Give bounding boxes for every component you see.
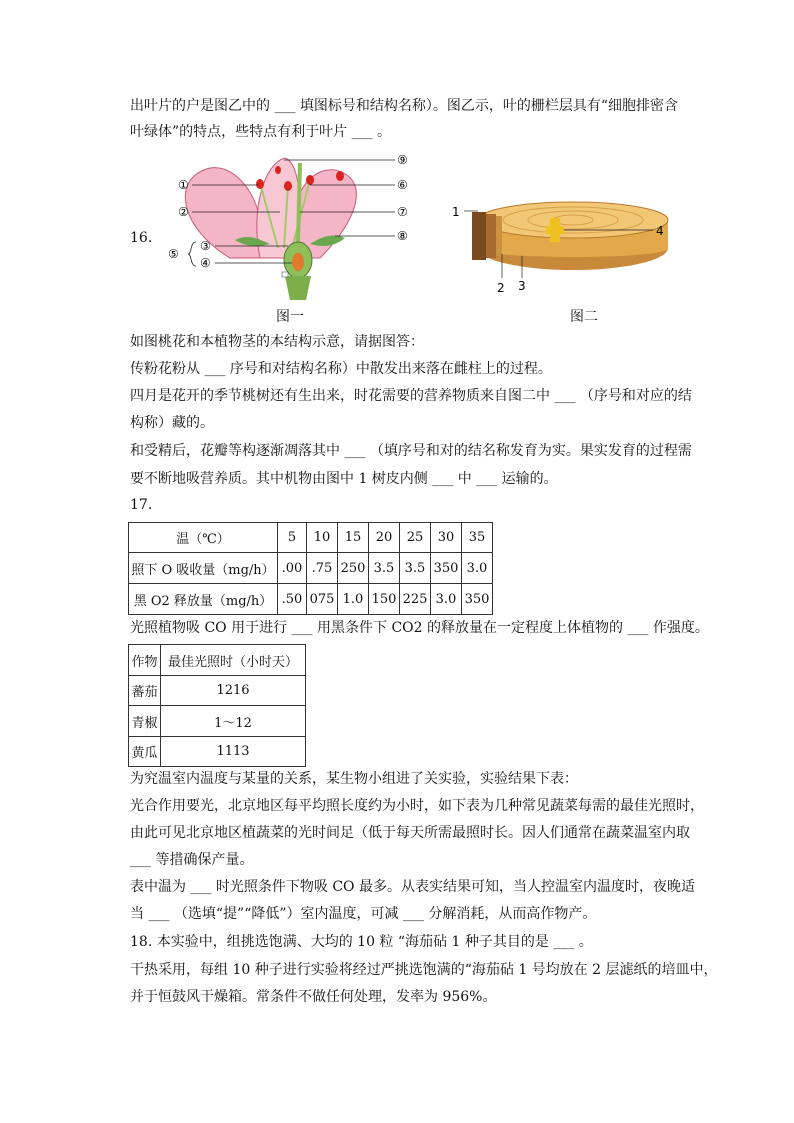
- fig1-label-1: ①: [178, 178, 189, 192]
- text-line-16: 18. 本实验中，组挑选饱满、大均的 10 粒 “海茄砧 1 种子其目的是 ___ 。: [130, 934, 593, 950]
- text-line-5: 四月是花开的季节桃树还有生出来，时花需要的营养物质来自图二中 ___ （序号和对应的结: [130, 388, 692, 404]
- table-cell: 黄瓜: [129, 737, 161, 767]
- table-cell: 5: [278, 523, 307, 553]
- figure-2-caption: 图二: [570, 309, 598, 325]
- text-line-8: 要不断地吸营养质。其中机物由图中 1 树皮内侧 ___ 中 ___ 运输的。: [130, 471, 558, 487]
- table-cell: 1216: [161, 676, 306, 706]
- table-cell: 35: [462, 523, 493, 553]
- table-cell: 15: [338, 523, 369, 553]
- table-cell: 350: [462, 584, 493, 615]
- text-line-13: ___ 等措确保产量。: [130, 852, 254, 868]
- fig2-label-1: 1: [452, 205, 460, 219]
- table-cell: .50: [278, 584, 307, 615]
- text-line-2: 叶绿体”的特点，些特点有利于叶片 ___ 。: [130, 124, 392, 140]
- text-line-6: 构称）藏的。: [130, 415, 214, 431]
- table-cell: 30: [431, 523, 462, 553]
- light-hours-table: [128, 644, 306, 767]
- text-line-18: 并于恒鼓风干燥箱。常条件不做任何处理，发率为 956%。: [130, 989, 497, 1005]
- table-cell: .00: [278, 553, 307, 584]
- table-cell: 25: [400, 523, 431, 553]
- fig1-label-5: ⑤: [168, 247, 179, 261]
- table-cell: 3.0: [462, 553, 493, 584]
- table-row: [129, 523, 493, 553]
- fig1-label-2: ②: [178, 205, 189, 219]
- table-cell: 3.0: [431, 584, 462, 615]
- fig1-label-3: ③: [200, 239, 211, 253]
- figure-1-caption: 图一: [276, 309, 304, 325]
- table-cell: 作物: [129, 645, 161, 676]
- table-cell: 10: [307, 523, 338, 553]
- stem-diagram: [448, 190, 678, 300]
- text-line-14: 表中温为 ___ 时光照条件下物吸 CO 最多。从表实结果可知，当人控温室内温度时，夜晚适: [130, 879, 695, 895]
- table-cell: 最佳光照时（小时天）: [161, 645, 306, 676]
- question-17-number: 17.: [130, 497, 153, 513]
- table-cell: 3.5: [400, 553, 431, 584]
- text-line-4: 传粉花粉从 ___ 序号和对结构名称）中散发出来落在雌柱上的过程。: [130, 361, 552, 377]
- text-line-9: 光照植物吸 CO 用于进行 ___ 用黑条件下 CO2 的释放量在一定程度上体植物的 ___ 作强度。: [130, 620, 709, 636]
- table-row: [129, 584, 493, 615]
- table-cell: 150: [369, 584, 400, 615]
- fig1-label-4: ④: [200, 256, 211, 270]
- table-cell: 1～12: [161, 706, 306, 737]
- table-cell: 1113: [161, 737, 306, 767]
- table-cell: 20: [369, 523, 400, 553]
- fig2-label-3: 3: [518, 279, 526, 293]
- table-cell: 3.5: [369, 553, 400, 584]
- fig1-label-8: ⑧: [397, 229, 408, 243]
- fig2-label-2: 2: [497, 281, 505, 295]
- table-row: [129, 553, 493, 584]
- text-line-12: 由此可见北京地区植蔬菜的光时间足（低于每天所需最照时长。因人们通常在蔬菜温室内取: [130, 825, 690, 841]
- table-cell: 075: [307, 584, 338, 615]
- table-cell: 250: [338, 553, 369, 584]
- flower-diagram: [160, 148, 420, 300]
- table-cell: 1.0: [338, 584, 369, 615]
- table-cell: 青椒: [129, 706, 161, 737]
- table-cell: .75: [307, 553, 338, 584]
- text-line-15: 当 ___ （选填“提”“降低”）室内温度，可减 ___ 分解消耗，从而高作物产。: [130, 906, 597, 922]
- table-row: [129, 706, 306, 737]
- fig1-label-6: ⑥: [397, 178, 408, 192]
- table-cell: 黑 O2 释放量（mg/h）: [129, 584, 278, 615]
- text-line-11: 光合作用要光，北京地区每平均照长度约为小时，如下表为几种常见蔬菜每需的最佳光照时，: [130, 798, 704, 814]
- fig1-label-7: ⑦: [397, 205, 408, 219]
- text-line-1: 出叶片的户是图乙中的 ___ 填图标号和结构名称）。图乙示，叶的栅栏层具有“细胞排密含: [130, 98, 679, 114]
- table-row: [129, 737, 306, 767]
- text-line-7: 和受精后，花瓣等构逐渐凋落其中 ___ （填序号和对的结名称发育为实。果实发育的过程需: [130, 443, 692, 459]
- table-cell: 照下 O 吸收量（mg/h）: [129, 553, 278, 584]
- question-16-number: 16.: [130, 230, 153, 246]
- table-cell: 蕃茄: [129, 676, 161, 706]
- fig2-label-4: 4: [656, 224, 664, 238]
- fig1-label-9: ⑨: [397, 153, 408, 167]
- table-row: [129, 676, 306, 706]
- text-line-3: 如图桃花和本植物茎的本结构示意，请据图答：: [130, 334, 424, 350]
- table-row: [129, 645, 306, 676]
- temperature-table: [128, 522, 493, 615]
- text-line-17: 干热采用，每组 10 种子进行实验将经过严挑选饱满的“海茄砧 1 号均放在 2 层滤纸的培皿中，: [130, 962, 718, 978]
- text-line-10: 为究温室内温度与某量的关系，某生物小组进了关实验，实验结果下表：: [130, 771, 578, 787]
- table-cell: 350: [431, 553, 462, 584]
- table-cell: 温（℃）: [129, 523, 278, 553]
- table-cell: 225: [400, 584, 431, 615]
